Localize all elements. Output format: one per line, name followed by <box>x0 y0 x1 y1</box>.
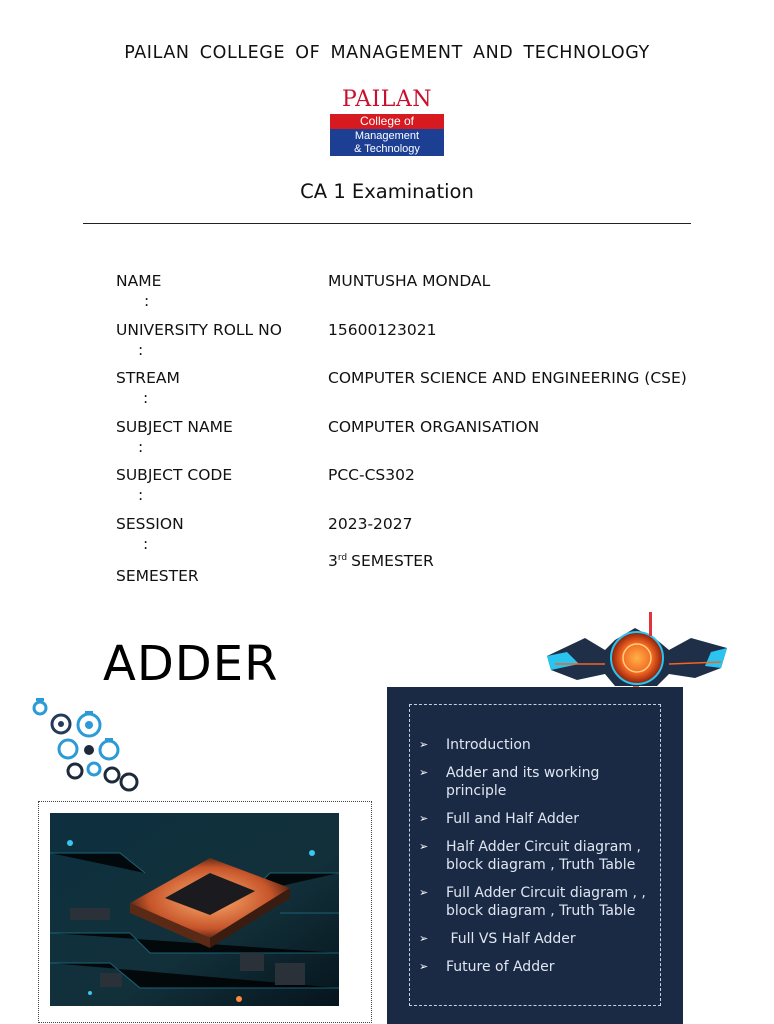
circuit-chip-photo <box>50 813 339 1006</box>
toc-item <box>410 764 660 800</box>
detail-label: SUBJECT NAME <box>116 418 233 436</box>
student-details <box>116 272 696 585</box>
logo-line-college: College of <box>330 114 444 129</box>
toc-item-label: Full Adder Circuit diagram , , block diagram , Truth Table <box>446 885 646 919</box>
gears-illustration <box>28 696 144 796</box>
toc-box <box>409 704 661 1006</box>
detail-label: SESSION <box>116 515 184 533</box>
arrow-bullet-icon: ➢ <box>419 960 429 973</box>
semester-number: 3 <box>328 552 338 570</box>
detail-colon: : <box>138 438 144 456</box>
detail-label: STREAM <box>116 369 180 387</box>
detail-colon: : <box>143 535 149 553</box>
arrow-bullet-icon: ➢ <box>419 932 429 945</box>
college-name: PAILAN COLLEGE OF MANAGEMENT AND TECHNOLOGY <box>124 43 650 63</box>
circuit-image-frame <box>38 801 372 1023</box>
toc-item-label: Half Adder Circuit diagram , block diagram , Truth Table <box>446 839 641 873</box>
toc-list <box>410 736 660 986</box>
exam-title: CA 1 Examination <box>300 180 474 203</box>
detail-value: 2023-2027 <box>328 515 413 533</box>
arrow-bullet-icon: ➢ <box>419 812 429 825</box>
detail-label: SUBJECT CODE <box>116 466 233 484</box>
detail-label: SEMESTER <box>116 567 199 585</box>
toc-item <box>410 838 660 874</box>
slide-title: ADDER <box>103 636 279 692</box>
logo-wordmark: PAILAN <box>341 87 433 112</box>
semester-value <box>328 549 688 571</box>
arrow-bullet-icon: ➢ <box>419 886 429 899</box>
toc-panel <box>387 687 683 1024</box>
detail-value: PCC-CS302 <box>328 466 415 484</box>
detail-label: NAME <box>116 272 162 290</box>
detail-colon: : <box>138 486 144 504</box>
toc-item <box>410 884 660 920</box>
detail-value: COMPUTER ORGANISATION <box>328 418 540 436</box>
college-logo <box>330 88 444 157</box>
detail-value: MUNTUSHA MONDAL <box>328 272 491 290</box>
detail-label: UNIVERSITY ROLL NO <box>116 321 282 339</box>
toc-item-label: Introduction <box>446 737 531 753</box>
logo-line-technology: & Technology <box>354 142 420 155</box>
detail-colon: : <box>143 389 149 407</box>
detail-value: 15600123021 <box>328 321 437 339</box>
detail-value: COMPUTER SCIENCE AND ENGINEERING (CSE) <box>328 369 687 387</box>
toc-item-label: Full and Half Adder <box>446 811 580 827</box>
semester-suffix: rd <box>337 553 348 563</box>
toc-item <box>410 736 660 754</box>
detail-colon: : <box>138 341 144 359</box>
arrow-bullet-icon: ➢ <box>419 840 429 853</box>
logo-lines-management <box>330 129 444 156</box>
logo-line-management: Management <box>354 130 420 142</box>
arrow-bullet-icon: ➢ <box>419 738 429 751</box>
arrow-bullet-icon: ➢ <box>419 766 429 779</box>
toc-item-label: Future of Adder <box>446 959 555 975</box>
semester-text: SEMESTER <box>351 552 434 570</box>
toc-item <box>410 930 660 948</box>
toc-item-label: Adder and its working principle <box>446 765 600 799</box>
title-divider <box>83 223 691 224</box>
detail-colon: : <box>144 292 150 310</box>
toc-item <box>410 810 660 828</box>
toc-item-label: Full VS Half Adder <box>446 931 576 947</box>
toc-item <box>410 958 660 976</box>
